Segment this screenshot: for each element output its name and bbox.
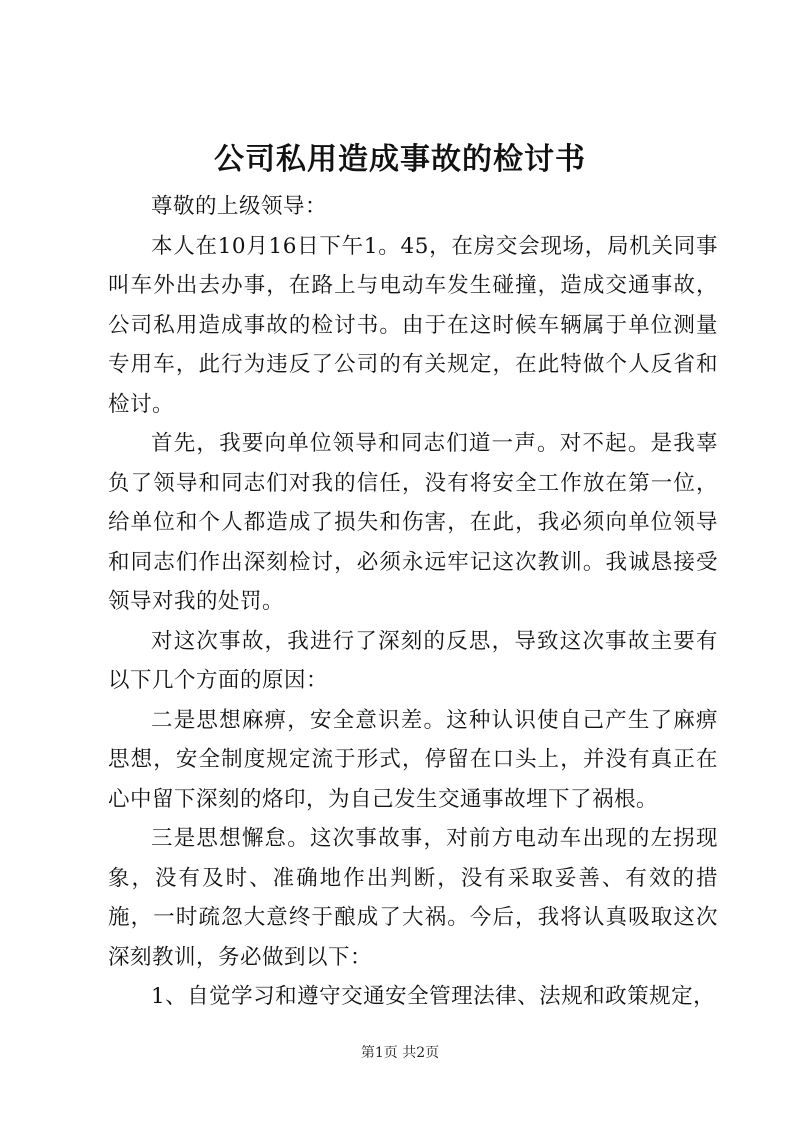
document-title: 公司私用造成事故的检讨书 [214,142,586,177]
salutation-paragraph: 尊敬的上级领导： [151,194,328,219]
reason-three-paragraph: 三是思想懈怠。这次事故事，对前方电动车出现的左拐现象，没有及时、准确地作出判断，没有采取妥善、有效的措施，一时疏忽大意终于酿成了大祸。今后，我将认真吸取这次深刻教训，务必做到以下： [108,826,718,970]
document-body [108,187,718,1017]
reflection-intro-paragraph: 对这次事故，我进行了深刻的反思，导致这次事故主要有以下几个方面的原因： [108,628,718,693]
apology-paragraph: 首先，我要向单位领导和同志们道一声。对不起。是我辜负了领导和同志们对我的信任，没有将安全工作放在第一位，给单位和个人都造成了损失和伤害，在此，我必须向单位领导和同志们作出深刻检讨，必须永远牢记这次教训。我诚恳接受领导对我的处罚。 [108,431,718,614]
commitment-one-paragraph: 1、自觉学习和遵守交通安全管理法律、法规和政策规定， [151,984,716,1009]
incident-paragraph: 本人在10月16日下午1。45，在房交会现场，局机关同事叫车外出去办事，在路上与电动车发生碰撞，造成交通事故，公司私用造成事故的检讨书。由于在这时候车辆属于单位测量专用车，此行为违反了公司的有关规定，在此特做个人反省和检讨。 [108,233,718,417]
page-number-footer: 第1页 共2页 [360,1045,440,1061]
reason-two-paragraph: 二是思想麻痹，安全意识差。这种认识使自己产生了麻痹思想，安全制度规定流于形式，停留在口头上，并没有真正在心中留下深刻的烙印，为自己发生交通事故埋下了祸根。 [108,707,718,812]
